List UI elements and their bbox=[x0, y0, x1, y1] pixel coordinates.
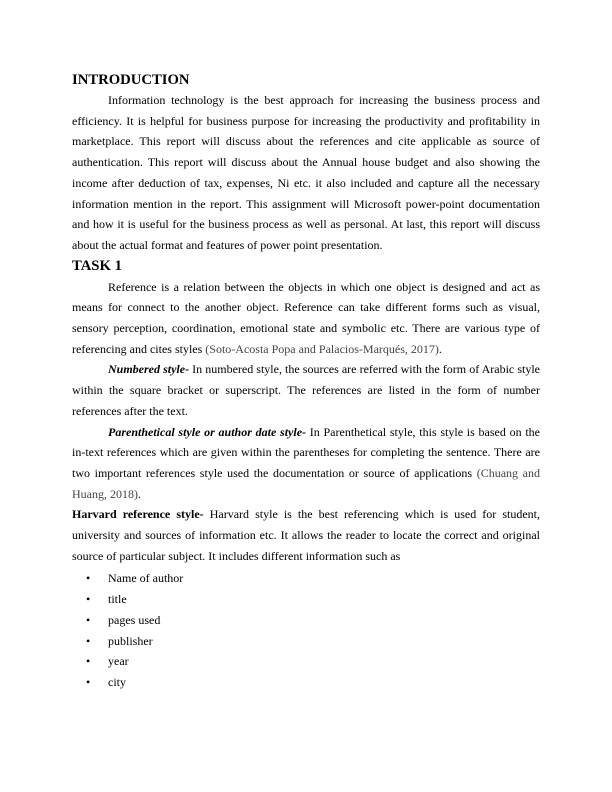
list-item bbox=[72, 589, 540, 610]
introduction-heading: INTRODUCTION bbox=[72, 72, 190, 88]
list-item-text: Name of author bbox=[108, 571, 184, 586]
list-item bbox=[72, 651, 540, 672]
harvard-style-text: Harvard style is the best referencing which is used for student, university and sources of information etc. It allows the reader to locate the correct and original source of particular subject. It includes different information such as bbox=[72, 507, 541, 563]
harvard-style-paragraph bbox=[72, 504, 540, 566]
parenthetical-style-text: In Parenthetical style, this style is based on the in-text references which are given within the parentheses for completing the sentence. There are two important references style used the documentation or source of applications bbox=[72, 424, 540, 480]
reference-paragraph bbox=[72, 277, 540, 360]
bullet-icon: • bbox=[86, 612, 91, 627]
list-item bbox=[72, 568, 540, 589]
numbered-style-paragraph bbox=[72, 359, 540, 421]
bullet-icon: • bbox=[86, 633, 91, 648]
bullet-icon: • bbox=[86, 592, 91, 607]
parenthetical-style-term: Parenthetical style or author date style- bbox=[108, 424, 307, 439]
list-item-text: city bbox=[108, 674, 126, 689]
list-item bbox=[72, 631, 540, 652]
list-item-text: year bbox=[108, 654, 129, 669]
parenthetical-citation: (Chuang and Huang, 2018) bbox=[72, 465, 540, 501]
harvard-style-term: Harvard reference style- bbox=[72, 507, 204, 522]
numbered-style-term: Numbered style- bbox=[108, 362, 190, 377]
page-content bbox=[72, 70, 540, 693]
bullet-icon: • bbox=[86, 654, 91, 669]
task1-heading: TASK 1 bbox=[72, 257, 122, 274]
reference-text: Reference is a relation between the objects in which one object is designed and act as means for connect to the another object. Reference can take different forms such as visual, sensory perception, coordination, emotional state and symbolic etc. There are various type of referencing and cites styles bbox=[72, 279, 540, 356]
list-item-text: title bbox=[108, 592, 127, 607]
numbered-style-text: In numbered style, the sources are referred with the form of Arabic style within the square bracket or superscript. The references are listed in the form of number references after the text. bbox=[72, 362, 541, 418]
introduction-paragraph: Information technology is the best approach for increasing the business process and efficiency. It is helpful for business purpose for increasing the productivity and profitability in marketplace. This report will discuss about the references and cite applicable as source of authentication. This report will discuss about the Annual house budget and also showing the income after deduction of tax, expenses, Ni etc. it also included and capture all the necessary information mention in the report. This assignment will Microsoft power-point documentation and how it is useful for the business process as well as personal. At last, this report will discuss about the actual format and features of power point presentation. bbox=[72, 93, 540, 252]
parenthetical-end: . bbox=[138, 486, 141, 501]
parenthetical-style-paragraph bbox=[72, 422, 540, 505]
list-item-text: publisher bbox=[108, 633, 153, 648]
list-item-text: pages used bbox=[108, 612, 161, 627]
list-item bbox=[72, 672, 540, 693]
bullet-icon: • bbox=[86, 674, 91, 689]
bullet-icon: • bbox=[86, 571, 91, 586]
list-item bbox=[72, 610, 540, 631]
reference-citation: (Soto-Acosta Popa and Palacios-Marqués, 2017) bbox=[205, 341, 439, 356]
harvard-info-list bbox=[72, 568, 540, 692]
reference-end: . bbox=[438, 341, 442, 356]
